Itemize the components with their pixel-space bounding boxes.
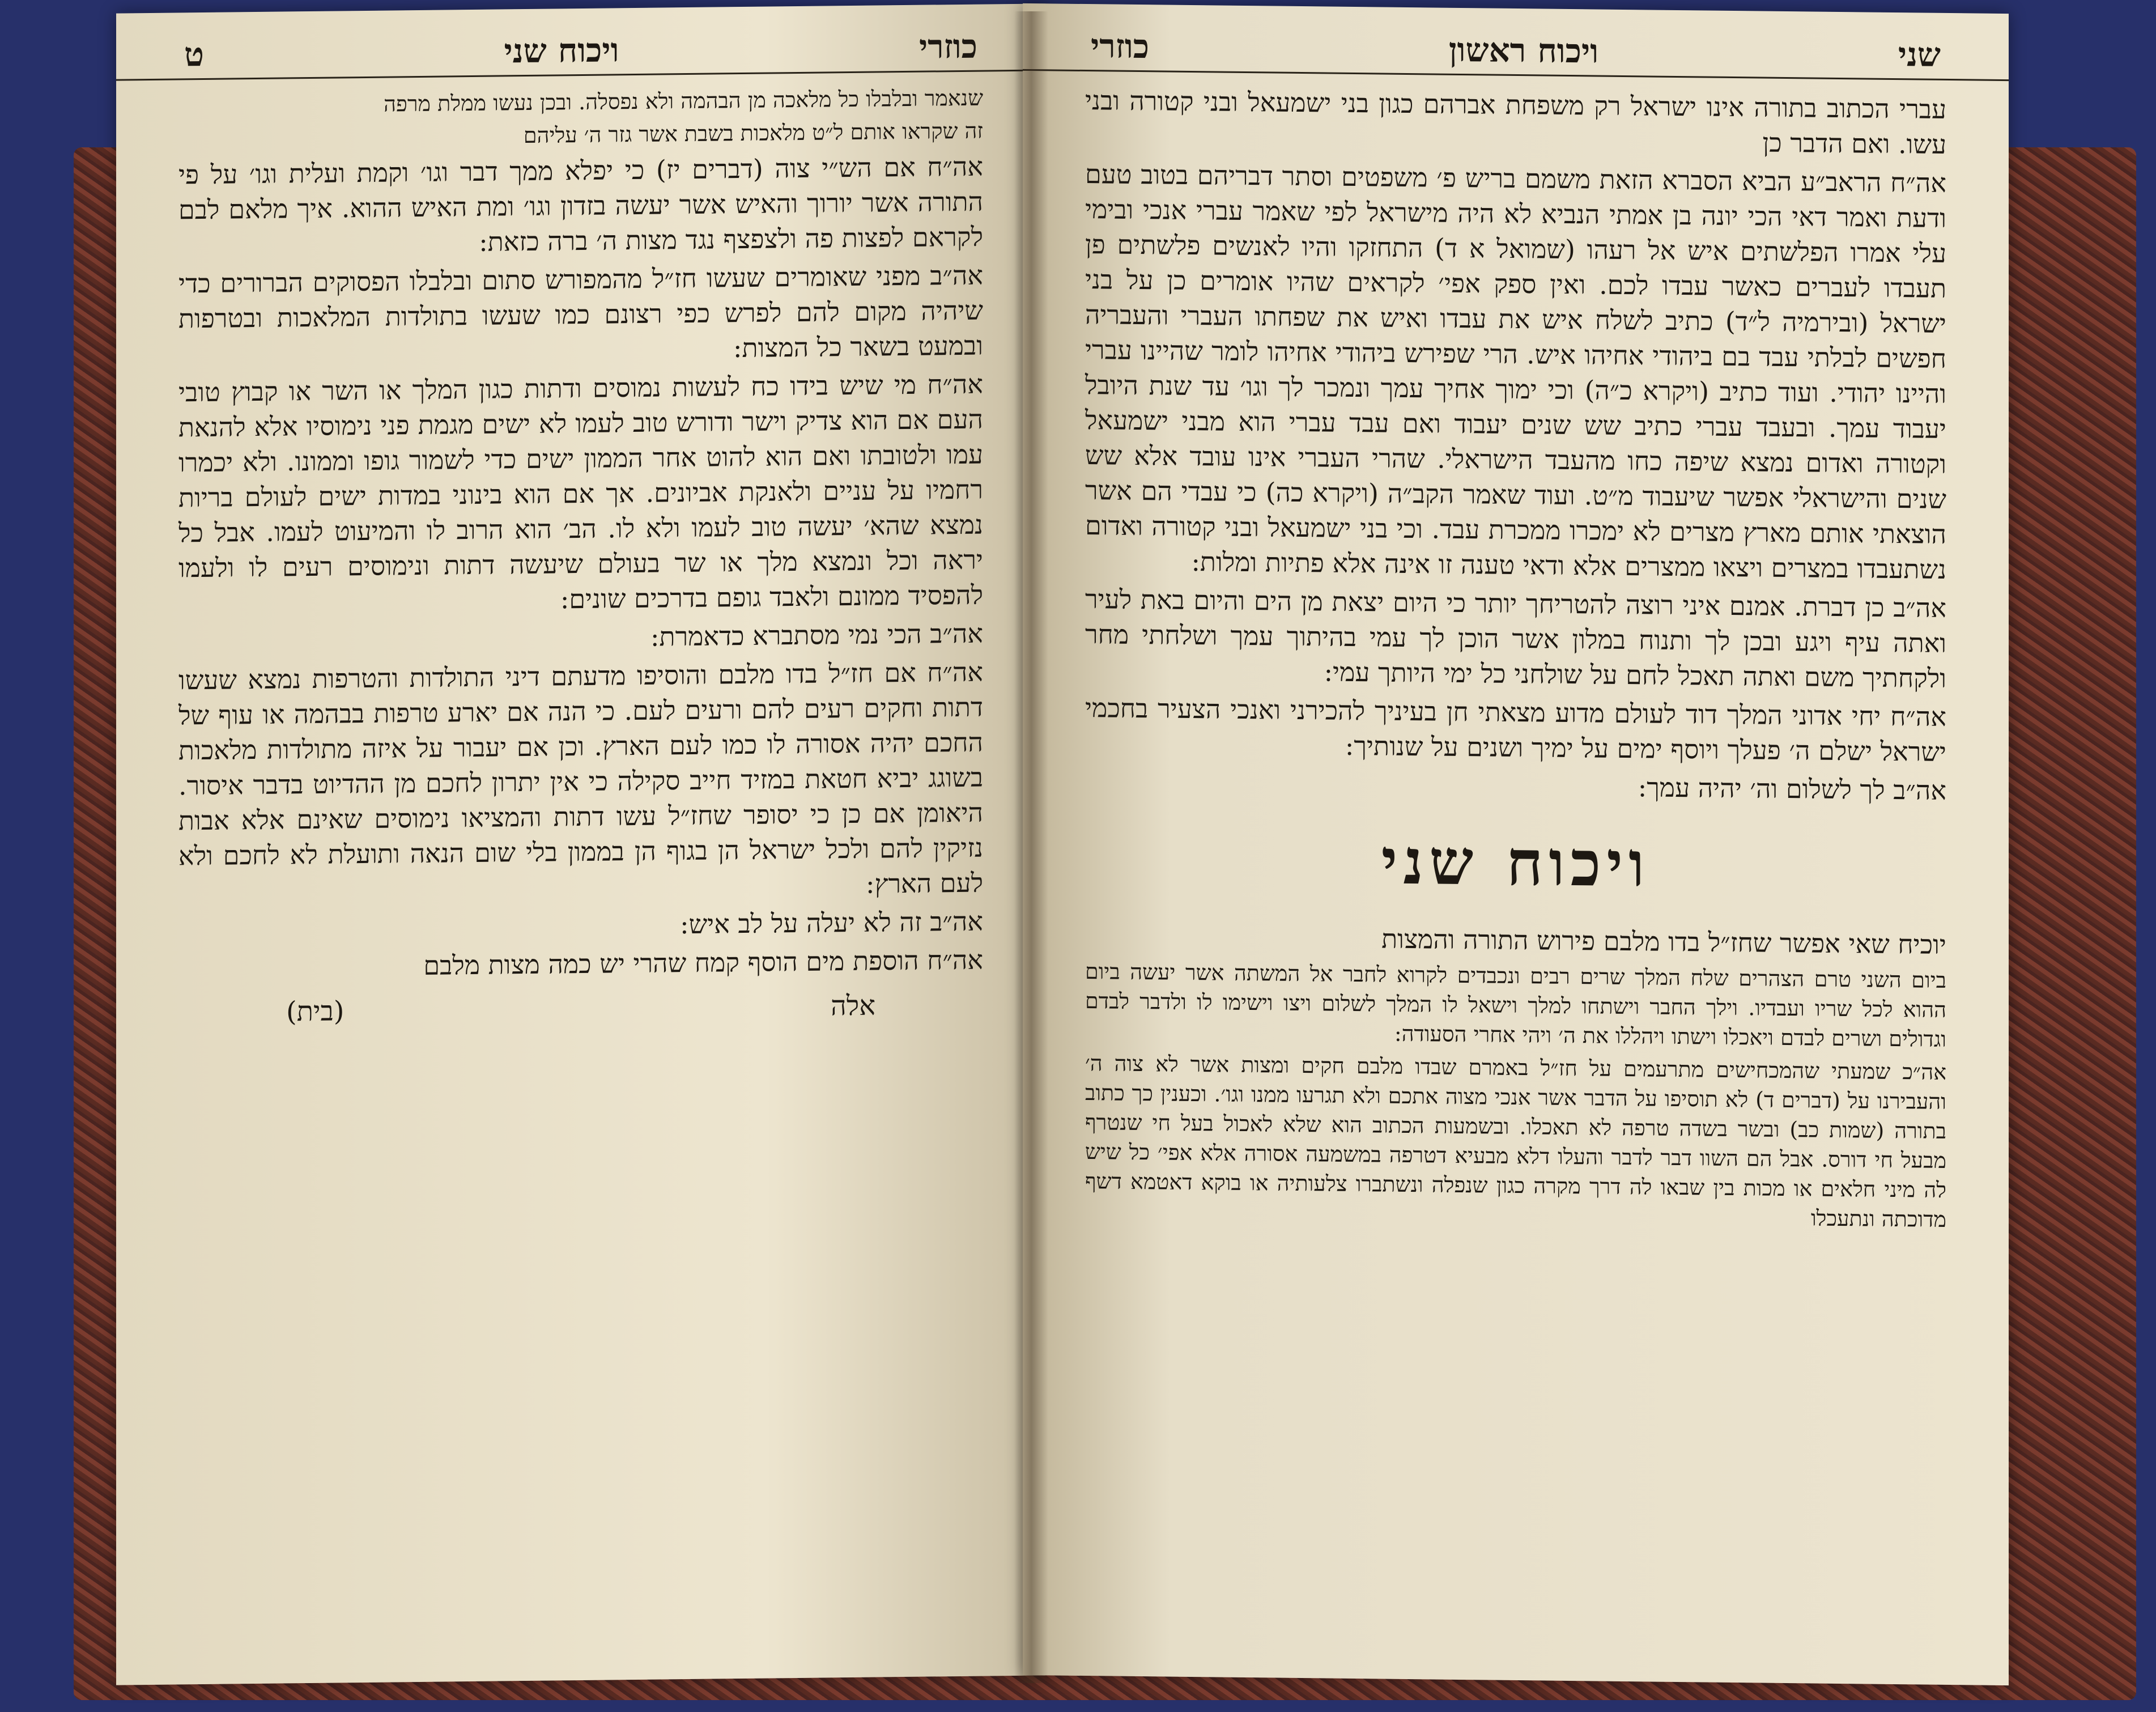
left-paragraph: אה״ח אם חז״ל בדו מלבם והוסיפו מדעתם דיני התולדות והטרפות נמצא שעשו דתות וחקים רעים להם ורעים לעם. כי הנה אם יארע טרפות בבהמה או עוף של החכם יהיה אסורה לו כמו לעם הארץ. וכן אם יעבור על איזה מתולדות מלאכות בשוגג יביא חטאת במזיד חייב סקילה כי אין יתרון לחכם מן ההדיוט בדבר איסור. היאומן אם כן כי יסופר שחז״ל עשו דתות והמציאו נימוסים שאינם אלא אבות נזיקין להם ולכל ישראל הן בגוף הן בממון בלי שום הנאה ותועלת לא לחכם ולא לעם הארץ: xyxy=(178,656,983,899)
right-paragraph: אה״ב כן דברת. אמנם איני רוצה להטריחך יותר כי היום יצאת מן הים והיום באת לעיר ואתה עיף ויגע ובכן לך ותנוח במלון אשר הוכן לך עמי בהיתוך עמך ושלחתי מחר ולקחתיך משם ואתה תאכל לחם על שולחני כל ימי היותך עמי: xyxy=(1085,584,1946,694)
catchword: אלה xyxy=(831,989,875,1022)
right-paragraph: אה״כ שמעתי שהמכחישים מתרעמים על חז״ל באמרם שבדו מלבם חקים ומצות אשר לא צוה ה׳ והעבירנו על (דברים ד) לא תוסיפו על הדבר אשר אנכי מצוה אתכם ולא תגרעו ממנו וגו׳. וכענין כך כתוב בתורה (שמות כב) ובשר בשדה טרפה לא תאכלו. ובשמעות הכתוב הוא שלא לאכול בעל חי שנטרף מבעל חי דורס. אבל הם השוו דבר לדבר והעלו דלא מבעיא דטרפה במשמעה אסורה אלא אפי׳ כל שיש לה מיני חלאים או מכות בין שבאו לה דרך מקרה כגון שנפלה ונשתברו צלעותיה או בוקא דאטמא דשף מדוכתה ונתעכלו xyxy=(1085,1051,1946,1232)
left-page xyxy=(116,3,1045,1685)
right-paragraph: עברי הכתוב בתורה אינו ישראל רק משפחת אברהם כגון בני ישמעאל ובני קטורה ובני עשו. ואם הדבר כן xyxy=(1085,85,1946,160)
left-paragraph: אה״ח הוספת מים הוסף קמח שהרי יש כמה מצות מלבם xyxy=(423,944,983,981)
right-paragraph: ביום השני טרם הצהרים שלח המלך שרים רבים ונכבדים לקרוא לחבר אל המשתה אשר יעשה ביום ההוא לכל שריו ועבדיו. וילך החבר וישתחו למלך וישאל לו המלך לשלום ויצו וישימו לו ולדבר לבדם וגדולים ושרים לבדם ויאכלו וישתו ויהללו את ה׳ ויהי אחרי הסעודה: xyxy=(1085,959,1946,1052)
right-page xyxy=(1023,3,2009,1685)
section-heading: ויכוח שני xyxy=(1381,825,1651,901)
left-book-name: כוזרי xyxy=(918,27,977,66)
left-paragraph: אה״ח אם הש״י צוה (דברים יז) כי יפלא ממך דבר וגו׳ וקמת ועלית וגו׳ על פי התורה אשר יורוך והאיש אשר יעשה בזדון וגו׳ ומת האיש ההוא. איך מלאם לבם לקראם לפצות פה ולצפצף נגד מצות ה׳ ברה כזאת: xyxy=(178,151,984,257)
right-paragraph: אה״ב לך לשלום וה׳ יהיה עמך: xyxy=(1638,772,1946,806)
right-page-text-2 xyxy=(1023,906,2009,1235)
left-page-footer xyxy=(116,988,1045,1029)
section-subtitle: יוכיח שאי אפשר שחז״ל בדו מלבם פירוש התורה והמצות xyxy=(1381,923,1946,960)
left-paragraph: אה״ב מפני שאומרים שעשו חז״ל מהמפורש סתום ובלבלו הפסוקים הברורים כדי שיהיה מקום להם לפרש כפי רצונם כמו שעשו בתולדות המלאכות ובטרפות ובמעט בשאר כל המצות: xyxy=(178,260,983,364)
left-paragraph: אה״ח מי שיש בידו כח לעשות נמוסים ודתות כגון המלך או השר או קבוץ טובי העם אם הוא צדיק וישר ודורש טוב לעמו לא ישים מגמת פני נימוסיו אלא להנאת עמו ולטובתו ואם הוא להוט אחר הממון ישים כדי לשמור גופו וממונו. ולא יכמרו רחמיו על עניים ולאנקת אביונים. אך אם הוא בינוני במדות ישים לעולם בריות נמצא שהא׳ יעשה טוב לעמו ולא לו. הב׳ הוא הרוב לו והמיעוט לעמו. אבל כל יראה וכל ונמצא מלך או שר בעולם שיעשה דתות ונימוסים רעים לו ולעמו להפסיד ממונם ולאבד גופם בדרכים שונים: xyxy=(178,368,983,615)
book-gutter xyxy=(1014,11,1048,1683)
signature-mark: (בית) xyxy=(286,995,345,1028)
right-paragraph: אה״ח הראב״ע הביא הסברא הזאת משמם בריש פ׳ משפטים וסתר דבריהם בטוב טעם ודעת ואמר דאי הכי יונה בן אמתי הנביא לא היה מישראל לפי שאמר עברי אנכי ובימי עלי אמרו הפלשתים איש אל רעהו (שמואל א ד) התחזקו והיו לאנשים פלשתים פן תעבדו לעברים כאשר עבדו לכם. ואין ספק אפי׳ לקראים שהיו אומרים כן על בני ישראל (ובירמיה ל״ד) כתיב לשלח איש את עבדו ואיש את שפחתו העברי והעבריה חפשים לבלתי עבד בם ביהודי אחיהו איש. הרי שפירש ביהודי אחיהו לומר שהיינו עברי והיינו יהודי. ועוד כתיב (ויקרא כ״ה) וכי ימוך אחיך עמך ונמכר לך וגו׳ עד שנת היובל יעבוד עמך. ובעבד עברי כתיב שש שנים יעבוד ואם עבד עברי הוא מבני ישמעאל וקטורה ואדום נמצא שיפה כחו מהעבד הישראלי. שהרי העברי אינו עובד אלא שש שנים והישראלי אפשר שיעבוד מ״ט. ועוד שאמר הקב״ה (ויקרא כה) כי עבדי הם אשר הוצאתי אותם מארץ מצרים לא ימכרו ממכרת עבד. וכי בני ישמעאל ובני קטורה ואדום נשתעבדו במצרים ויצאו ממצרים אלא ודאי טענה זו אינה אלא פתיות ומלות: xyxy=(1085,159,1947,585)
left-paragraph: זה שקראו אותם ל״ט מלאכות בשבת אשר גזר ה׳ עליהם xyxy=(523,118,983,148)
left-paragraph: אה״ב הכי נמי מסתברא כדאמרת: xyxy=(650,618,983,652)
left-paragraph: אה״ב זה לא יעלה על לב איש: xyxy=(680,906,983,940)
left-folio: ט xyxy=(184,35,205,74)
left-running-title: ויכוח שני xyxy=(504,31,619,71)
right-running-title: ויכוח ראשון xyxy=(1448,30,1599,71)
right-book-name: כוזרי xyxy=(1091,27,1150,66)
right-paragraph: אה״ח יחי אדוני המלך דוד לעולם מדוע מצאתי חן בעיניך להכירני ואנכי הצעיר בחכמי ישראל ישלם ה׳ פעלך ויוסף ימים על ימיך ושנים על שנותיך: xyxy=(1085,693,1946,767)
right-page-text xyxy=(1023,71,2009,809)
left-page-text xyxy=(116,71,1045,986)
left-paragraph: שנאמר ובלבלו כל מלאכה מן הבהמה ולא נפסלה. ובכן נעשו ממלת מרפה xyxy=(384,85,983,117)
right-folio: שני xyxy=(1898,35,1941,74)
